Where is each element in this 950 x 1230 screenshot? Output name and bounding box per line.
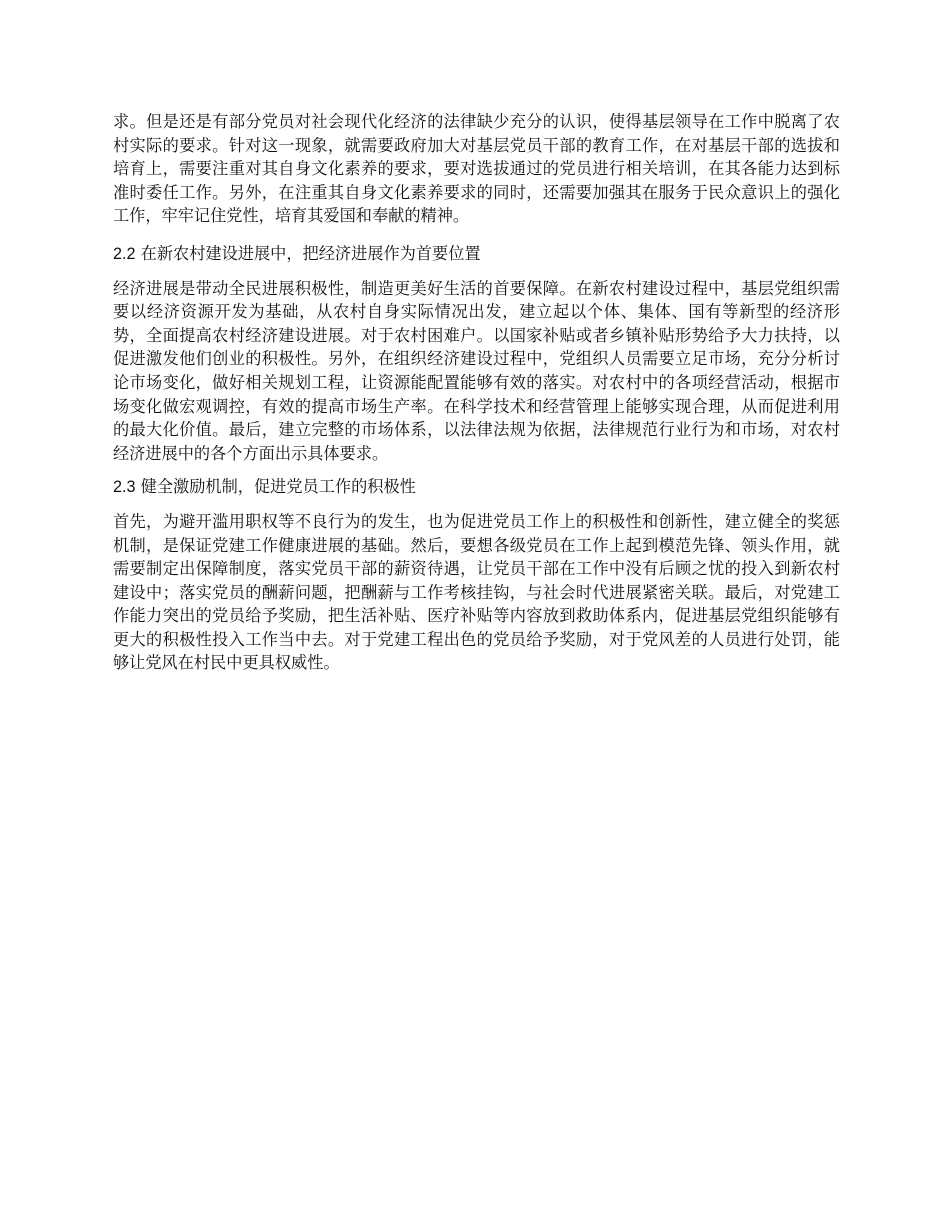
document-page (113, 110, 840, 675)
section-title: 健全激励机制，促进党员工作的积极性 (140, 477, 416, 497)
section-number: 2.3 (113, 478, 136, 497)
section-number: 2.2 (113, 244, 136, 263)
section-heading (113, 475, 840, 500)
section-title: 在新农村建设进展中，把经济进展作为首要位置 (140, 243, 481, 263)
body-paragraph: 经济进展是带动全民进展积极性，制造更美好生活的首要保障。在新农村建设过程中，基层党组织需要以经济资源开发为基础，从农村自身实际情况出发，建立起以个体、集体、国有等新型的经济形势，全面提高农村经济建设进展。对于农村困难户。以国家补贴或者乡镇补贴形势给予大力扶持，以促进激发他们创业的积极性。另外，在组织经济建设过程中，党组织人员需要立足市场，充分分析讨论市场变化，做好相关规划工程，让资源能配置能够有效的落实。对农村中的各项经营活动，根据市场变化做宏观调控，有效的提高市场生产率。在科学技术和经营管理上能够实现合理，从而促进利用的最大化价值。最后，建立完整的市场体系，以法律法规为依据，法律规范行业行为和市场，对农村经济进展中的各个方面出示具体要求。 (113, 278, 840, 463)
body-paragraph: 首先，为避开滥用职权等不良行为的发生，也为促进党员工作上的积极性和创新性，建立健全的奖惩机制，是保证党建工作健康进展的基础。然后，要想各级党员在工作上起到模范先锋、领头作用，就需要制定出保障制度，落实党员干部的薪资待遇，让党员干部在工作中没有后顾之忧的投入到新农村建设中；落实党员的酬薪问题，把酬薪与工作考核挂钩，与社会时代进展紧密关联。最后，对党建工作能力突出的党员给予奖励，把生活补贴、医疗补贴等内容放到救助体系内，促进基层党组织能够有更大的积极性投入工作当中去。对于党建工程出色的党员给予奖励，对于党风差的人员进行处罚，能够让党风在村民中更具权威性。 (113, 511, 840, 673)
section-heading (113, 242, 840, 267)
body-paragraph: 求。但是还是有部分党员对社会现代化经济的法律缺少充分的认识，使得基层领导在工作中脱离了农村实际的要求。针对这一现象，就需要政府加大对基层党员干部的教育工作，在对基层干部的选拔和培育上，需要注重对其自身文化素养的要求，要对选拔通过的党员进行相关培训，在其各能力达到标准时委任工作。另外，在注重其自身文化素养要求的同时，还需要加强其在服务于民众意识上的强化工作，牢牢记住党性，培育其爱国和奉献的精神。 (113, 112, 840, 226)
